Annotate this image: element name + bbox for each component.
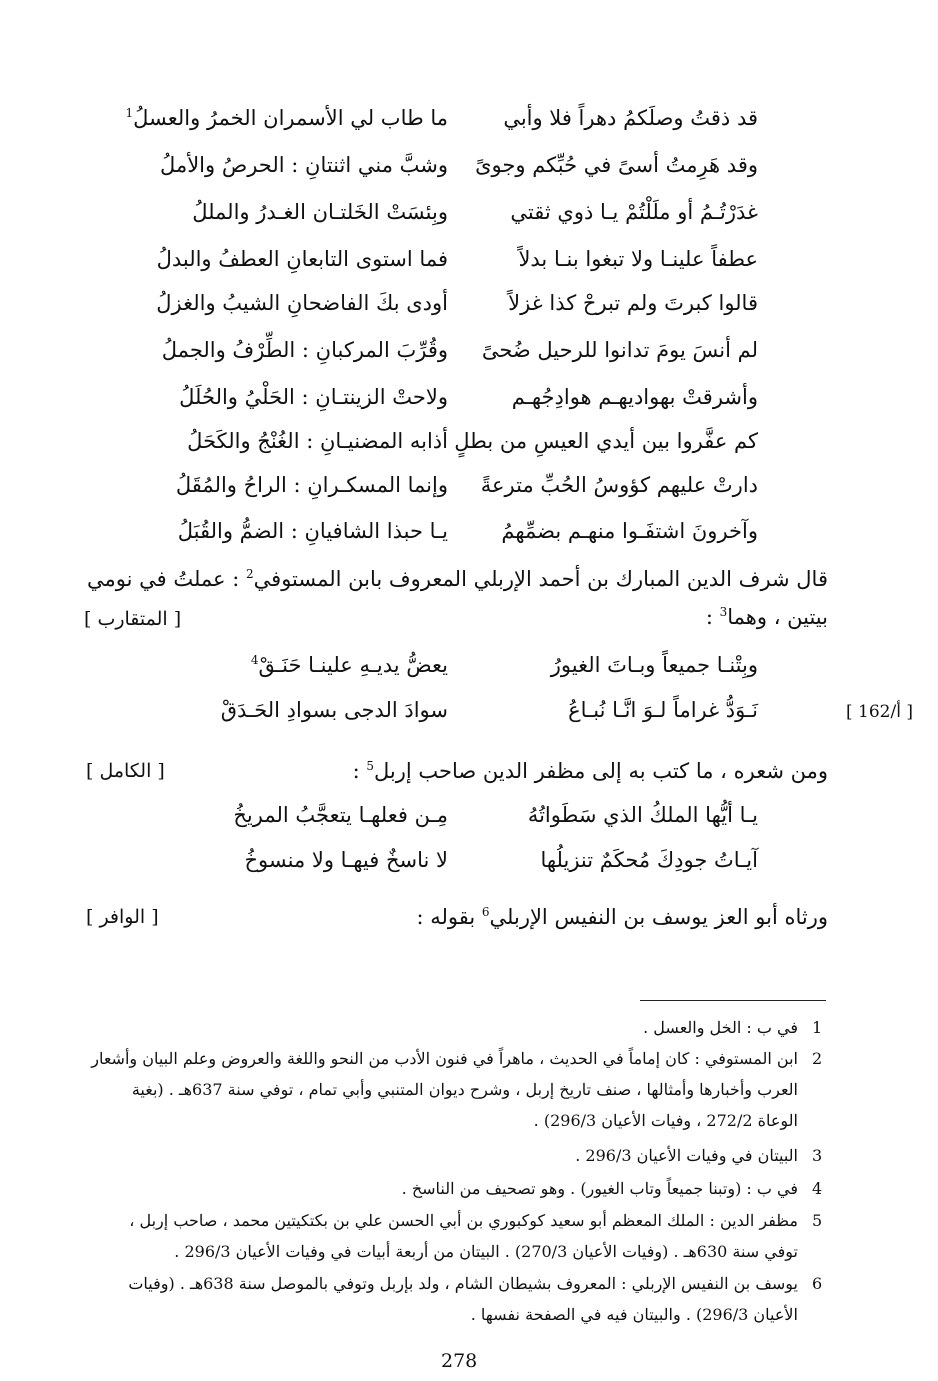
- second-hemistich: فما استوى التابعانِ العطفُ والبدلُ: [156, 247, 448, 271]
- second-hemistich: سوادَ الدجى بسوادِ الحَـدَقْ: [220, 698, 448, 722]
- footnote-text: ابن المستوفي : كان إماماً في الحديث ، ماهراً في فنون الأدب من النحو واللغة والعروض وعلم البيان وأشعار العرب وأخبارها وأمثالها ، صنف تاريخ إربل ، وشرح ديوان المتنبي وأبي تمام ، توفي سنة 637هـ . (بغية الوعاة 272/2 ، وفيات الأعيان 296/3) .: [91, 1049, 798, 1130]
- verse-line: [0, 465, 938, 505]
- second-hemistich: أذابه المضنيـانِ : الغُنْجُ والكَحَلُ: [187, 429, 448, 453]
- footnote-ref: 3: [719, 605, 728, 619]
- first-hemistich: آيـاتُ جودِكَ مُحكَمٌ تنزيلُها: [540, 848, 758, 872]
- second-hemistich: وإنما المسكـرانِ : الراحُ والمُقَلُ: [175, 473, 448, 497]
- verse-line: [0, 377, 938, 417]
- verse-line: [0, 421, 938, 461]
- footnote-number: 1: [812, 1018, 823, 1037]
- first-hemistich: نَـوَدُّ غراماً لـوَ انَّـا نُبـاعُ: [568, 698, 758, 722]
- second-hemistich: مِـن فعلهـا يتعجَّبُ المريخُ: [233, 803, 448, 827]
- prose-line: بيتين ، وهما$^3$ :: [705, 605, 828, 629]
- first-hemistich: عطفاً علينـا ولا تبغوا بنـا بدلاً: [518, 247, 758, 271]
- meter-label: [ الكامل ]: [86, 760, 165, 782]
- first-hemistich: قالوا كبرتَ ولم تبرحْ كذا غزلاً: [508, 291, 758, 315]
- meter-label: [ الوافر ]: [86, 906, 159, 928]
- footnote-text: مظفر الدين : الملك المعظم أبو سعيد كوكبوري بن أبي الحسن علي بن بكتكيتين محمد ، صاحب إربل ، توفي سنة 630هـ . (وفيات الأعيان 270/3) . البيتان من أربعة أبيات في وفيات الأعيان 296/3 .: [129, 1211, 798, 1261]
- second-hemistich: ما طاب لي الأسمران الخمرُ والعسلُ$^1$: [125, 106, 448, 130]
- verse-line: [0, 283, 938, 323]
- first-hemistich: وبِتْنـا جميعاً وبـاتَ الغيورُ: [550, 653, 758, 677]
- verse-line: [0, 145, 938, 185]
- second-hemistich: يـا حبذا الشافيانِ : الضمُّ والقُبَلُ: [177, 519, 448, 543]
- footnote-text: يوسف بن النفيس الإربلي : المعروف بشيطان الشام ، ولد بإربل وتوفي بالموصل سنة 638هـ . (وفيات الأعيان 296/3) . والبيتان فيه في الصفحة نفسها .: [128, 1274, 798, 1324]
- verse-line: [0, 330, 938, 370]
- footnote-ref: 5: [366, 759, 374, 773]
- second-hemistich: ولاحتْ الزينتـانِ : الحَلْيُ والحُلَلُ: [179, 385, 448, 409]
- verse-line: [0, 795, 938, 835]
- footnote-number: 5: [812, 1211, 823, 1230]
- footnote-ref: 1: [125, 106, 134, 120]
- footnote-number: 4: [812, 1179, 823, 1198]
- verse-line: [0, 840, 938, 880]
- meter-label: [ المتقارب ]: [84, 608, 182, 630]
- first-hemistich: لم أنسَ يومَ تدانوا للرحيل ضُحىً: [481, 338, 758, 362]
- footnote-text: البيتان في وفيات الأعيان 296/3 .: [575, 1146, 798, 1165]
- prose-line: ورثاه أبو العز يوسف بن النفيس الإربلي$^6$ بقوله :: [416, 905, 828, 929]
- footnote-ref: 6: [481, 905, 490, 919]
- second-hemistich: وقُرِّبَ المركبانِ : الطِّرْفُ والجملُ: [161, 338, 448, 362]
- footnote-text: في ب : الخل والعسل .: [643, 1018, 798, 1037]
- first-hemistich: يـا أيُّها الملكُ الذي سَطَواتُهُ: [527, 803, 758, 827]
- verse-line: [0, 98, 938, 138]
- first-hemistich: كم عفَّروا بين أيدي العيسِ من بطلٍ: [454, 429, 758, 453]
- page-number: 278: [441, 1350, 478, 1372]
- manuscript-folio-ref: [ 162/أ ]: [846, 702, 913, 722]
- verse-line: [0, 192, 938, 232]
- verse-line: [0, 645, 938, 685]
- footnote-ref: 2: [246, 567, 254, 581]
- first-hemistich: دارتْ عليهم كؤوسُ الحُبِّ مترعةً: [480, 473, 758, 497]
- prose-line: قال شرف الدين المبارك بن أحمد الإربلي المعروف بابن المستوفي$^2$ : عملتُ في نومي: [87, 567, 828, 591]
- second-hemistich: وبِئسَتْ الخَلتـان الغـدرُ والمللُ: [192, 200, 448, 224]
- first-hemistich: وقد هَرِمتُ أسىً في حُبِّكم وجوىً: [475, 153, 758, 177]
- footnote-ref: 4: [250, 653, 259, 667]
- first-hemistich: وأشرقتْ بهواديهـم هوادِجُهـم: [511, 385, 758, 409]
- first-hemistich: قد ذقتُ وصلَكمُ دهراً فلا وأبي: [503, 106, 758, 130]
- second-hemistich: يعضُّ يديـهِ علينـا حَنَـقْ$^4$: [250, 653, 448, 677]
- verse-line: [0, 239, 938, 279]
- prose-line: ومن شعره ، ما كتب به إلى مظفر الدين صاحب إربل$^5$ :: [352, 759, 828, 783]
- footnote-number: 6: [812, 1274, 823, 1293]
- second-hemistich: لا ناسخٌ فيهـا ولا منسوخُ: [244, 848, 448, 872]
- second-hemistich: أودى بكَ الفاضحانِ الشيبُ والغزلُ: [156, 291, 448, 315]
- second-hemistich: وشبَّ مني اثنتانِ : الحرصُ والأملُ: [160, 153, 448, 177]
- footnote-text: في ب : (وتبنا جميعاً وتاب الغيور) . وهو تصحيف من الناسخ .: [401, 1179, 798, 1198]
- first-hemistich: وآخرونَ اشتفَـوا منهـم بضمِّهمُ: [501, 519, 758, 543]
- footnote-separator: [640, 1000, 826, 1001]
- footnote-number: 2: [812, 1049, 823, 1068]
- verse-line: [0, 690, 938, 730]
- first-hemistich: غدَرْتُـمُ أو ملَلْتُمْ يـا ذوي ثقتي: [510, 200, 758, 224]
- footnote-number: 3: [812, 1146, 823, 1165]
- verse-line: [0, 511, 938, 551]
